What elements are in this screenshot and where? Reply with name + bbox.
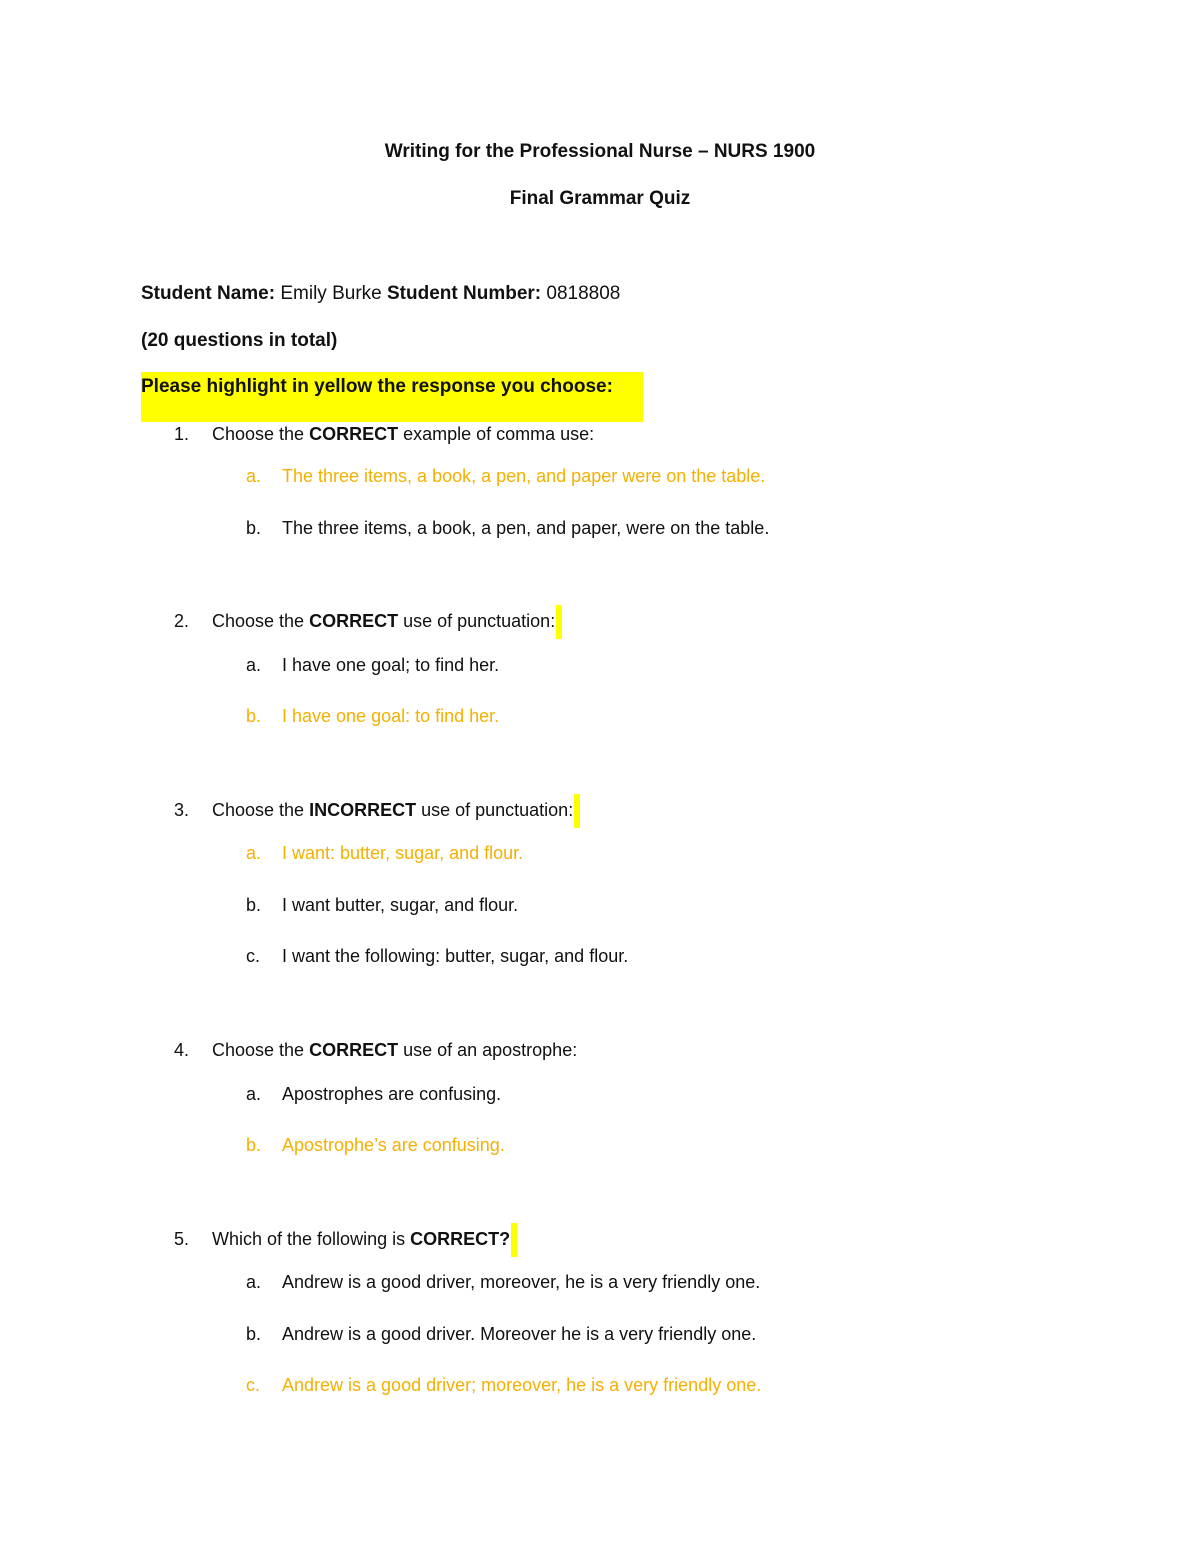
q2-option-a-letter: a.	[246, 655, 262, 675]
student-name-value[interactable]: Emily Burke	[275, 283, 387, 304]
question-1-text	[212, 424, 594, 445]
question-keyword: CORRECT	[309, 424, 399, 444]
highlight-cursor-mark	[511, 1223, 517, 1257]
highlight-cursor-mark	[574, 794, 580, 828]
q4-option-b-letter: b.	[246, 1135, 262, 1155]
question-2-number: 2.	[174, 611, 190, 631]
q3-option-a-letter: a.	[246, 843, 262, 863]
question-prefix: Choose the	[212, 800, 310, 820]
q5-option-c-selected[interactable]: Andrew is a good driver; moreover, he is a very friendly one.	[282, 1375, 762, 1395]
student-number-label: Student Number:	[387, 283, 542, 304]
question-2-text	[212, 611, 562, 645]
question-5-number: 5.	[174, 1229, 190, 1249]
question-keyword: CORRECT	[309, 611, 399, 631]
question-keyword: CORRECT?	[410, 1229, 511, 1249]
q5-option-a-letter: a.	[246, 1272, 262, 1292]
q4-option-a-letter: a.	[246, 1084, 262, 1104]
question-prefix: Which of the following is	[212, 1229, 411, 1249]
instruction-text: Please highlight in yellow the response you choose:	[141, 376, 613, 397]
q2-option-b-selected[interactable]: I have one goal: to find her.	[282, 706, 500, 726]
question-5-text	[212, 1229, 517, 1263]
question-suffix: use of punctuation:	[416, 800, 574, 820]
q5-option-a[interactable]: Andrew is a good driver, moreover, he is a very friendly one.	[282, 1272, 761, 1292]
q2-option-a[interactable]: I have one goal; to find her.	[282, 655, 500, 675]
q4-option-a[interactable]: Apostrophes are confusing.	[282, 1084, 502, 1104]
highlight-cursor-mark	[556, 605, 562, 639]
question-prefix: Choose the	[212, 424, 310, 444]
q3-option-b[interactable]: I want butter, sugar, and flour.	[282, 895, 519, 915]
question-suffix: example of comma use:	[398, 424, 595, 444]
q5-option-c-letter: c.	[246, 1375, 261, 1395]
q3-option-c[interactable]: I want the following: butter, sugar, and flour.	[282, 946, 629, 966]
question-keyword: INCORRECT	[309, 800, 417, 820]
student-info-line	[141, 283, 620, 305]
question-suffix: use of punctuation:	[398, 611, 556, 631]
question-keyword: CORRECT	[309, 1040, 399, 1060]
q5-option-b-letter: b.	[246, 1324, 262, 1344]
q2-option-b-letter: b.	[246, 706, 262, 726]
question-1-number: 1.	[174, 424, 190, 444]
question-prefix: Choose the	[212, 611, 310, 631]
question-suffix: use of an apostrophe:	[398, 1040, 578, 1060]
total-questions-note: (20 questions in total)	[141, 330, 338, 351]
q3-option-a-selected[interactable]: I want: butter, sugar, and flour.	[282, 843, 524, 863]
q1-option-a-letter: a.	[246, 466, 262, 486]
q1-option-b-letter: b.	[246, 518, 262, 538]
q3-option-c-letter: c.	[246, 946, 261, 966]
q5-option-b[interactable]: Andrew is a good driver. Moreover he is a very friendly one.	[282, 1324, 757, 1344]
student-name-label: Student Name:	[141, 283, 276, 304]
document-subtitle: Final Grammar Quiz	[509, 188, 691, 209]
question-prefix: Choose the	[212, 1040, 310, 1060]
question-3-number: 3.	[174, 800, 190, 820]
q1-option-a-selected[interactable]: The three items, a book, a pen, and paper were on the table.	[282, 466, 766, 486]
question-4-number: 4.	[174, 1040, 190, 1060]
q1-option-b[interactable]: The three items, a book, a pen, and paper, were on the table.	[282, 518, 770, 538]
q3-option-b-letter: b.	[246, 895, 262, 915]
document-title: Writing for the Professional Nurse – NURS 1900	[384, 141, 816, 162]
student-number-value[interactable]: 0818808	[541, 283, 621, 304]
question-3-text	[212, 800, 580, 834]
q4-option-b-selected[interactable]: Apostrophe’s are confusing.	[282, 1135, 505, 1155]
question-4-text	[212, 1040, 577, 1061]
